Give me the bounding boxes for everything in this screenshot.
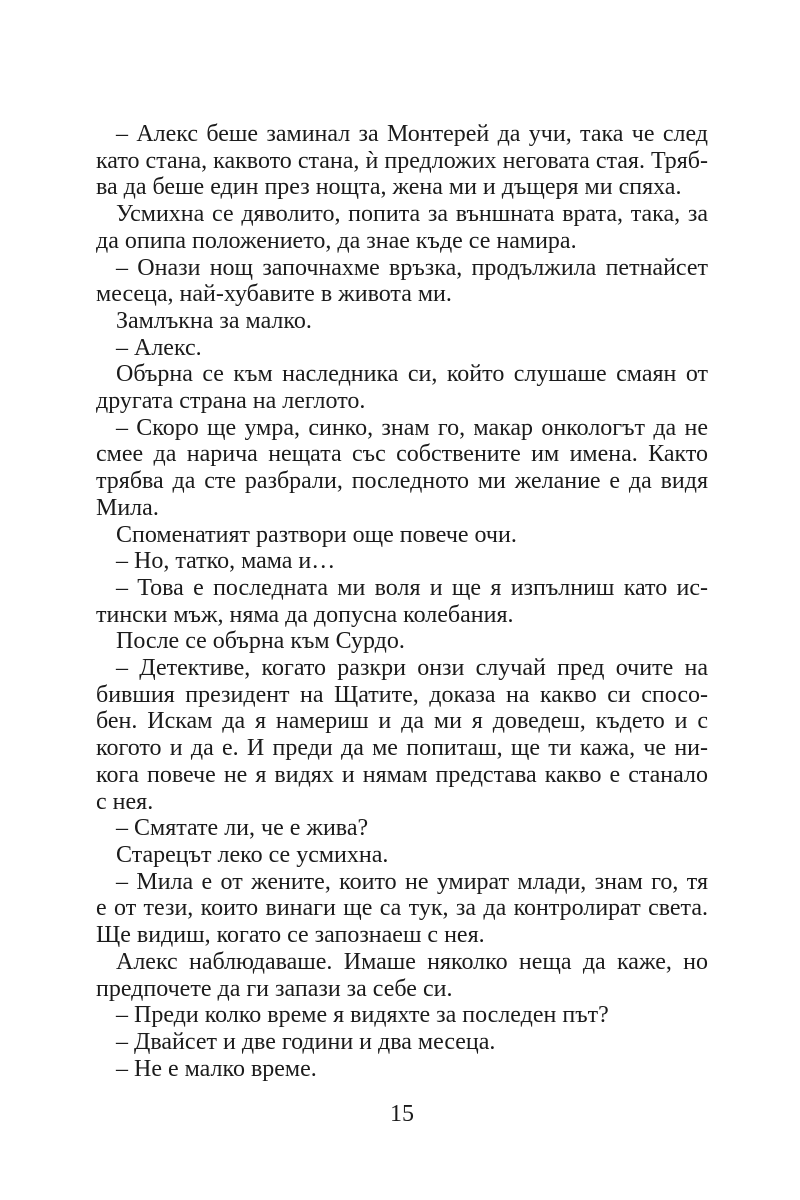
text-line: – Детективе, когато разкри онзи случай пред очите на (116, 655, 708, 682)
paragraph (96, 842, 708, 869)
text-line: бившия президент на Щатите, доказа на какво си спосо- (96, 681, 708, 708)
text-line: ва да беше един през нощта, жена ми и дъщеря ми спяха. (96, 174, 682, 201)
text-line: бен. Искам да я намериш и да ми я доведеш, където и с (96, 708, 708, 735)
paragraph (96, 575, 708, 628)
text-line: трябва да сте разбрали, последното ми желание е да видя (96, 468, 708, 495)
text-line: е от тези, които винаги ще са тук, за да контролират света. (96, 895, 708, 922)
text-line: Обърна се към наследника си, който слушаше смаян от (116, 361, 708, 388)
paragraph (96, 1002, 708, 1029)
page-number: 15 (390, 1101, 414, 1127)
text-line: смее да нарича нещата със собствените им имена. Както (96, 441, 708, 468)
paragraph (96, 361, 708, 414)
text-line: – Алекс. (116, 334, 202, 361)
text-line: – Скоро ще умра, синко, знам го, макар онкологът да не (116, 414, 708, 441)
text-line: тински мъж, няма да допусна колебания. (96, 601, 514, 628)
paragraph (96, 335, 708, 362)
text-line: – Това е последната ми воля и ще я изпълниш като ис- (116, 574, 708, 601)
paragraph (96, 815, 708, 842)
text-line: когото и да е. И преди да ме попиташ, ще ти кажа, че ни- (96, 735, 708, 762)
text-line: Старецът леко се усмихна. (116, 841, 389, 868)
paragraph (96, 308, 708, 335)
paragraph (96, 1056, 708, 1083)
text-line: – Смятате ли, че е жива? (116, 815, 369, 842)
text-line: Ще видиш, когато се запознаеш с нея. (96, 922, 485, 949)
paragraph (96, 628, 708, 655)
text-line: кога повече не я видях и нямам представа какво е станало (96, 761, 708, 788)
text-line: другата страна на леглото. (96, 388, 366, 415)
text-line: – Онази нощ започнахме връзка, продължила петнайсет (116, 254, 708, 281)
text-line: като стана, каквото стана, ѝ предложих неговата стая. Тряб- (96, 147, 708, 174)
text-line: с нея. (96, 788, 154, 815)
text-line: месеца, най-хубавите в живота ми. (96, 281, 452, 308)
paragraph (96, 522, 708, 549)
text-line: Споменатият разтвори още повече очи. (116, 521, 517, 548)
text-line: Алекс наблюдаваше. Имаше няколко неща да каже, но (116, 948, 708, 975)
paragraph (96, 1029, 708, 1056)
paragraph (96, 201, 708, 254)
paragraph (96, 548, 708, 575)
text-line: – Не е малко време. (116, 1055, 317, 1082)
text-line: – Преди колко време я видяхте за последен път? (116, 1002, 609, 1029)
text-line: – Но, татко, мама и… (116, 548, 336, 575)
text-line: Мила. (96, 494, 159, 521)
paragraph (96, 949, 708, 1002)
text-line: предпочете да ги запази за себе си. (96, 975, 453, 1002)
text-line: – Двайсет и две години и два месеца. (116, 1028, 496, 1055)
text-line: Замлъкна за малко. (116, 307, 312, 334)
text-line: Усмихна се дяволито, попита за външната врата, така, за (116, 201, 708, 228)
paragraph (96, 121, 708, 201)
text-line: да опипа положението, да знае къде се намира. (96, 227, 577, 254)
text-line: После се обърна към Сурдо. (116, 628, 405, 655)
body-text (96, 121, 708, 1082)
paragraph (96, 869, 708, 949)
paragraph (96, 655, 708, 815)
paragraph (96, 255, 708, 308)
text-line: – Алекс беше заминал за Монтерей да учи, така че след (116, 121, 708, 147)
paragraph (96, 415, 708, 522)
text-line: – Мила е от жените, които не умират млади, знам го, тя (116, 868, 708, 895)
